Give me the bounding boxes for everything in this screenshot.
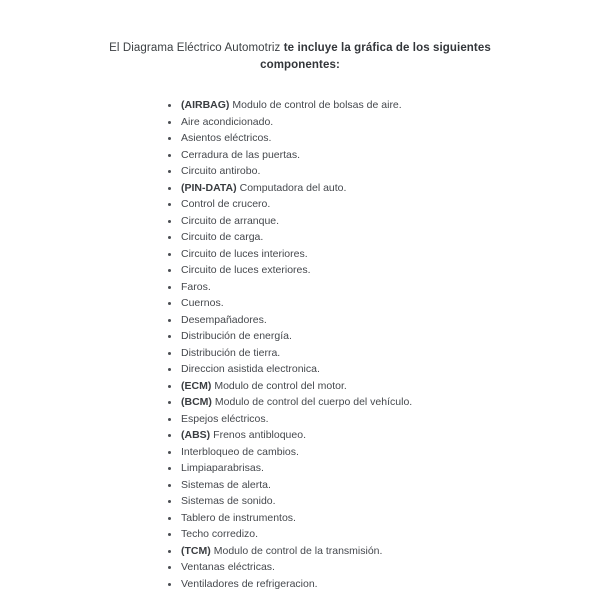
component-label: Tablero de instrumentos.: [181, 511, 296, 524]
component-label: Interbloqueo de cambios.: [181, 445, 299, 458]
component-label: Circuito de carga.: [181, 231, 264, 243]
component-label: Modulo de control del motor.: [214, 379, 347, 392]
component-label: Circuito de luces exteriores.: [181, 264, 311, 276]
component-label: Circuito de luces interiores.: [181, 247, 308, 260]
list-item: [167, 246, 600, 263]
document-page: [0, 40, 600, 600]
list-item: [167, 444, 600, 461]
list-item: [167, 477, 600, 494]
list-item: [167, 493, 600, 510]
component-label: Distribución de energía.: [181, 330, 292, 342]
list-item: [167, 180, 600, 197]
list-item: [167, 510, 600, 527]
component-code: (TCM): [181, 544, 211, 557]
list-item: [167, 262, 600, 279]
component-label: Direccion asistida electronica.: [181, 363, 320, 375]
component-label: Aire acondicionado.: [181, 115, 274, 128]
list-item: [167, 361, 600, 378]
component-label: Limpiaparabrisas.: [181, 462, 264, 474]
component-code: (ABS): [181, 429, 211, 441]
component-label: Cuernos.: [181, 297, 224, 309]
component-label: Circuito antirobo.: [181, 165, 261, 177]
list-item: [167, 114, 600, 131]
list-item: [167, 427, 600, 444]
list-item: [167, 97, 600, 114]
list-item: [167, 328, 600, 345]
component-label: Asientos eléctricos.: [181, 132, 272, 144]
list-item: [167, 526, 600, 543]
list-item: [167, 196, 600, 213]
list-item: [167, 312, 600, 329]
component-label: Modulo de control del cuerpo del vehículo.: [214, 396, 413, 408]
title-regular-text: El Diagrama Eléctrico Automotriz: [109, 42, 281, 54]
list-item: [167, 295, 600, 312]
title-bold-text: te incluye la gráfica de los siguientes: [283, 42, 491, 54]
list-item: [167, 543, 600, 560]
list-item: [167, 460, 600, 477]
component-label: Computadora del auto.: [239, 181, 347, 194]
component-code: (AIRBAG): [181, 99, 230, 111]
component-label: Desempañadores.: [181, 313, 267, 326]
component-code: (PIN-DATA): [181, 181, 237, 194]
component-label: Sistemas de sonido.: [181, 495, 276, 507]
list-item: [167, 130, 600, 147]
list-item: [167, 147, 600, 164]
component-code: (ECM): [181, 379, 212, 392]
component-label: Ventanas eléctricas.: [181, 561, 275, 573]
page-title: [90, 40, 510, 74]
component-label: Circuito de arranque.: [181, 214, 280, 227]
list-item: [167, 163, 600, 180]
component-code: (BCM): [181, 396, 212, 408]
list-item: [167, 229, 600, 246]
component-label: Modulo de control de bolsas de aire.: [232, 99, 402, 111]
title-bold-line2: componentes:: [260, 59, 340, 71]
list-item: [167, 394, 600, 411]
list-item: [167, 279, 600, 296]
component-label: Modulo de control de la transmisión.: [213, 544, 383, 557]
list-item: [167, 411, 600, 428]
component-label: Sistemas de alerta.: [181, 478, 271, 491]
component-label: Techo corredizo.: [181, 528, 259, 540]
list-item: [167, 345, 600, 362]
component-label: Faros.: [181, 280, 211, 293]
component-label: Distribución de tierra.: [181, 346, 281, 359]
component-label: Espejos eléctricos.: [181, 412, 269, 425]
component-list: [167, 97, 600, 592]
component-label: Ventiladores de refrigeracion.: [181, 577, 318, 590]
list-item: [167, 378, 600, 395]
list-item: [167, 213, 600, 230]
component-label: Frenos antibloqueo.: [213, 429, 306, 441]
component-label: Control de crucero.: [181, 198, 271, 210]
list-item: [167, 559, 600, 576]
list-item: [167, 576, 600, 593]
component-label: Cerradura de las puertas.: [181, 148, 301, 161]
